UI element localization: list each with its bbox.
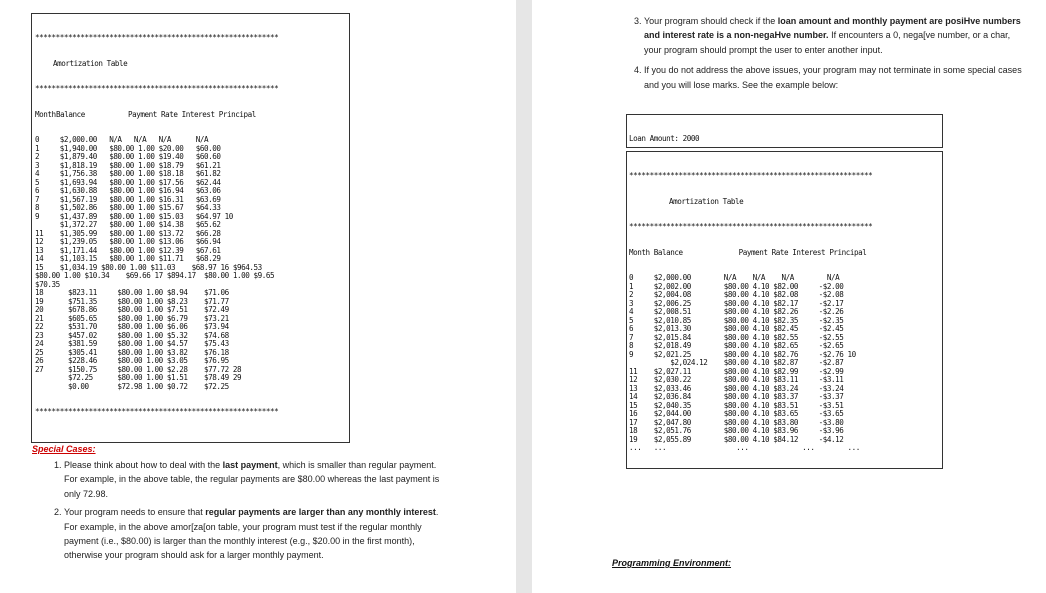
header-interest: Interest	[181, 110, 215, 119]
table-row: 16 $2,044.00 $80.00 4.10 $83.65 -$3.65	[629, 410, 844, 418]
header-balance: Balance	[56, 110, 85, 119]
table-title: Amortization Table	[53, 59, 128, 68]
table-row: 17 $2,047.80 $80.00 4.10 $83.80 -$3.80	[629, 418, 844, 427]
table-row: 14 $1,103.15 $80.00 1.00 $11.71 $68.29	[35, 255, 221, 263]
table-header	[35, 111, 349, 120]
header-rate: Rate	[771, 248, 789, 257]
item-text: , which is smaller than regular payment. For example, in the above table, the regular payments are $80.00 whereas the last payment is only 72.98.	[64, 460, 440, 499]
right-amortization-table-box	[626, 151, 943, 469]
table-row: 18 $2,051.76 $80.00 4.10 $83.96 -$3.96	[629, 427, 844, 435]
table-row: 3 $2,006.25 $80.00 4.10 $82.17 -$2.17	[629, 299, 844, 308]
table-row: 4 $1,756.38 $80.00 1.00 $18.18 $61.82	[35, 170, 221, 178]
table-row: 9 $1,437.89 $80.00 1.00 $15.03 $64.97 10	[35, 212, 233, 221]
table-row: 6 $1,630.88 $80.00 1.00 $16.94 $63.06	[35, 187, 221, 195]
table-row: 0 $2,000.00 N/A N/A N/A N/A	[35, 136, 209, 144]
validation-list	[626, 14, 1026, 98]
table-row: 9 $2,021.25 $80.00 4.10 $82.76 -$2.76 10	[629, 350, 856, 359]
table-row: 6 $2,013.30 $80.00 4.10 $82.45 -$2.45	[629, 325, 844, 333]
table-row: 22 $531.70 $80.00 1.00 $6.06 $73.94	[35, 323, 229, 331]
item-text: If encounters a 0, nega[ve number, or a char, your program should prompt the user to enter another input.	[644, 30, 1011, 55]
table-row: 19 $2,055.89 $80.00 4.10 $84.12 -$4.12	[629, 435, 844, 444]
loan-amount-line: Loan Amount: 2000	[629, 135, 700, 143]
table-row: 7 $2,015.84 $80.00 4.10 $82.55 -$2.55	[629, 333, 844, 342]
table-row: 14 $2,036.84 $80.00 4.10 $83.37 -$3.37	[629, 393, 844, 401]
item-bold: last payment	[222, 460, 278, 470]
table-row: 15 $1,034.19 $80.00 1.00 $11.03 $68.97 16 $964.53	[35, 263, 262, 272]
table-row: ... ... ... ... ...	[629, 444, 860, 452]
table-row: 7 $1,567.19 $80.00 1.00 $16.31 $63.69	[35, 195, 221, 204]
table-row: $0.00 $72.98 1.00 $0.72 $72.25	[35, 382, 229, 391]
header-payment: Payment	[128, 110, 157, 119]
header-principal: Principal	[829, 248, 867, 257]
table-row: 23 $457.02 $80.00 1.00 $5.32 $74.68	[35, 331, 229, 340]
table-row: 5 $1,693.94 $80.00 1.00 $17.56 $62.44	[35, 178, 221, 187]
special-cases-heading: Special Cases:	[32, 444, 96, 454]
table-row: 13 $2,033.46 $80.00 4.10 $83.24 -$3.24	[629, 384, 844, 393]
table-row: 12 $1,239.05 $80.00 1.00 $13.06 $66.94	[35, 238, 221, 246]
table-stars-mid: ***********************************************************	[35, 85, 279, 93]
table-row: 13 $1,171.44 $80.00 1.00 $12.39 $67.61	[35, 246, 221, 255]
table-row: 11 $1,305.99 $80.00 1.00 $13.72 $66.28	[35, 229, 221, 238]
table-row: 2 $2,004.08 $80.00 4.10 $82.08 -$2.08	[629, 291, 844, 299]
special-cases-list	[46, 458, 446, 567]
item-text: Your program should check if the	[644, 16, 778, 26]
table-row: 8 $2,018.49 $80.00 4.10 $82.65 -$2.65	[629, 342, 844, 350]
table-row: 20 $678.86 $80.00 1.00 $7.51 $72.49	[35, 306, 229, 314]
list-item	[64, 458, 446, 501]
item-text: Please think about how to deal with the	[64, 460, 223, 470]
header-month: Month	[35, 110, 56, 119]
table-row: 2 $1,879.40 $80.00 1.00 $19.40 $60.60	[35, 153, 221, 161]
table-stars-bottom: ***********************************************************	[35, 408, 279, 416]
loan-input-box	[626, 114, 943, 148]
programming-environment-heading: Programming Environment:	[612, 558, 732, 568]
table-row: 12 $2,030.22 $80.00 4.10 $83.11 -$3.11	[629, 376, 844, 384]
table-header	[629, 249, 942, 258]
table-row: $1,372.27 $80.00 1.00 $14.38 $65.62	[35, 221, 221, 229]
table-stars-top: ***********************************************************	[629, 172, 873, 180]
table-row: 19 $751.35 $80.00 1.00 $8.23 $71.77	[35, 297, 229, 306]
table-row: 27 $150.75 $80.00 1.00 $2.28 $77.72 28	[35, 365, 242, 374]
table-row: 26 $228.46 $80.00 1.00 $3.05 $76.95	[35, 357, 229, 365]
table-row: 21 $605.65 $80.00 1.00 $6.79 $73.21	[35, 314, 229, 323]
list-item	[64, 505, 446, 563]
item-bold: regular payments are larger than any monthly interest	[205, 507, 436, 518]
table-row: 24 $381.59 $80.00 1.00 $4.57 $75.43	[35, 340, 229, 348]
table-row: 5 $2,010.85 $80.00 4.10 $82.35 -$2.35	[629, 316, 844, 325]
item-text: Your program needs to ensure that	[64, 507, 206, 518]
table-row: 18 $823.11 $80.00 1.00 $8.94 $71.06	[35, 289, 229, 297]
table-row: $72.25 $80.00 1.00 $1.51 $78.49 29	[35, 374, 242, 382]
header-interest: Interest	[792, 248, 826, 257]
right-table-rows	[629, 274, 942, 453]
table-row: 0 $2,000.00 N/A N/A N/A N/A	[629, 274, 840, 282]
table-row: 11 $2,027.11 $80.00 4.10 $82.99 -$2.99	[629, 367, 844, 376]
list-item	[644, 63, 1026, 92]
header-payment: Payment	[738, 248, 768, 257]
header-rate: Rate	[160, 110, 178, 119]
table-title: Amortization Table	[669, 197, 744, 206]
table-stars-top: ***********************************************************	[35, 34, 279, 42]
list-item	[644, 14, 1026, 57]
table-stars-mid: ***********************************************************	[629, 223, 873, 231]
item-bold: loan amount and monthly payment are posiHve numbers and interest rate is a non-negaHve number.	[644, 16, 1021, 41]
table-row: 1 $2,002.00 $80.00 4.10 $82.00 -$2.00	[629, 282, 844, 291]
table-row: 3 $1,818.19 $80.00 1.00 $18.79 $61.21	[35, 161, 221, 170]
table-row: 25 $305.41 $80.00 1.00 $3.82 $76.18	[35, 348, 229, 357]
header-balance: Balance	[653, 248, 683, 257]
header-month: Month	[629, 248, 650, 257]
item-text: If you do not address the above issues, your program may not terminate in some special cases and you will lose marks. See the example below:	[644, 65, 1022, 90]
table-row: 8 $1,502.86 $80.00 1.00 $15.67 $64.33	[35, 204, 221, 212]
table-row: 1 $1,940.00 $80.00 1.00 $20.00 $60.00	[35, 144, 221, 153]
left-table-rows	[35, 136, 349, 391]
header-principal: Principal	[218, 110, 256, 119]
table-row: 4 $2,008.51 $80.00 4.10 $82.26 -$2.26	[629, 308, 844, 316]
table-row: $80.00 1.00 $10.34 $69.66 17 $894.17 $80.00 1.00 $9.65	[35, 272, 275, 280]
table-row: 15 $2,040.35 $80.00 4.10 $83.51 -$3.51	[629, 401, 844, 410]
table-row: $2,024.12 $80.00 4.10 $82.87 -$2.87	[629, 359, 844, 367]
table-row: $70.35	[35, 280, 60, 289]
item-text: . For example, in the above amor[za[on table, your program must test if the regular monthly payment (i.e., $80.00) is larger than the monthly interest (e.g., $20.00 in the first month), otherwise your program should ask for a larger monthly payment.	[64, 507, 439, 561]
left-amortization-table-box	[31, 13, 350, 443]
